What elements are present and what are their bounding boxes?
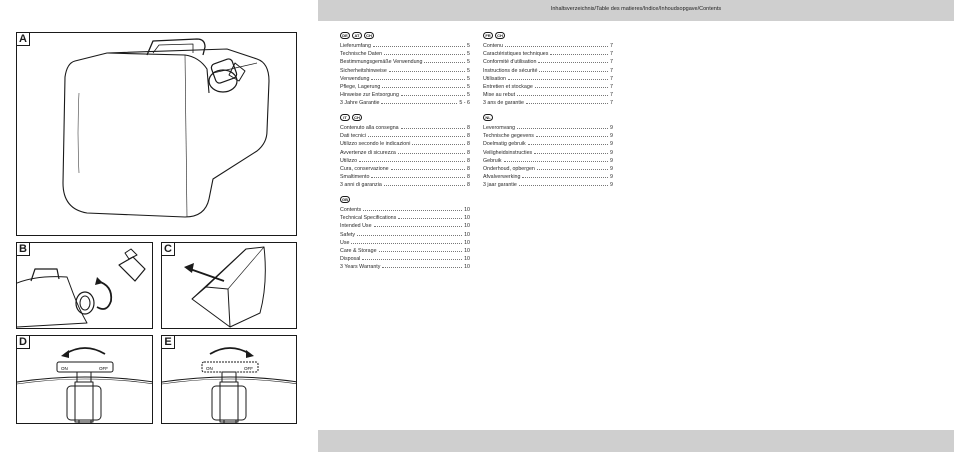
dot-leader (534, 153, 608, 154)
toc-entry-title: Intended Use (340, 223, 372, 230)
toc-entry-title: Gebruik (483, 157, 502, 164)
dot-leader (536, 136, 608, 137)
toc-entry-page: 5 (467, 43, 470, 49)
toc-entry[interactable] (340, 59, 470, 67)
toc-entry-page: 5 (467, 92, 470, 99)
dot-leader (362, 259, 462, 260)
toc-entry[interactable] (483, 59, 613, 67)
dot-leader (373, 46, 465, 47)
panel-label-e: E (161, 335, 175, 349)
toc-entry[interactable] (483, 92, 613, 100)
toc-entry[interactable] (340, 100, 470, 108)
toc-entry[interactable] (340, 125, 470, 133)
dot-leader (539, 71, 608, 72)
figure-c-funnel (161, 242, 297, 329)
toc-entry-title: Smaltimento (340, 174, 370, 181)
toc-entry-page: 5 (467, 83, 470, 90)
toc-entry-title: Contenu (483, 43, 504, 49)
dot-leader (389, 71, 465, 72)
toc-entry-title: Doelmatig gebruik (483, 141, 526, 148)
toc-entry-page: 9 (610, 165, 613, 172)
toc-entry-title: Utilizzo secondo le indicazioni (340, 141, 411, 148)
panel-label-c: C (161, 242, 175, 256)
vent-open-illustration (17, 336, 153, 424)
toc-entry-title: Technische gegevens (483, 133, 534, 140)
country-flags (483, 114, 613, 121)
dot-leader (371, 177, 465, 178)
toc-title: Inhaltsverzeichnis/Table des matieres/Indice/Inhoudsopgave/Contents (550, 6, 722, 12)
toc-entry-page: 7 (610, 43, 613, 49)
toc-list (340, 125, 470, 191)
country-code-badge: CH (495, 32, 505, 39)
toc-entry[interactable] (483, 84, 613, 92)
toc-entry-title: Instructions de sécurité (483, 67, 538, 74)
toc-entry-title: Leveromvang (483, 125, 516, 131)
toc-entry[interactable] (340, 166, 470, 174)
funnel-illustration (162, 243, 297, 329)
toc-entry-page: 9 (610, 182, 613, 189)
toc-entry-title: Entretien et stockage (483, 83, 533, 90)
dot-leader (517, 95, 608, 96)
toc-entry[interactable] (483, 100, 613, 108)
toc-entry-title: Safety (340, 231, 356, 238)
toc-list (483, 43, 613, 109)
toc-entry[interactable] (483, 182, 613, 190)
country-code-badge: IT (340, 114, 350, 121)
toc-entry[interactable] (340, 248, 470, 256)
toc-entry-title: Care & Storage (340, 247, 377, 254)
vent-on-label: ON (61, 366, 68, 371)
toc-entry-page: 7 (610, 92, 613, 99)
toc-entry-page: 7 (610, 75, 613, 82)
toc-entry[interactable] (340, 92, 470, 100)
toc-section-nl (483, 114, 613, 191)
country-code-badge: CH (364, 32, 374, 39)
toc-entry-title: Caractéristiques techniques (483, 51, 549, 58)
toc-entry[interactable] (483, 133, 613, 141)
toc-entry-page: 8 (467, 133, 470, 140)
toc-entry-title: Utilizzo (340, 157, 358, 164)
toc-entry-page: 7 (610, 100, 613, 107)
toc-entry[interactable] (483, 141, 613, 149)
dot-leader (363, 210, 462, 211)
panel-label-a: A (16, 32, 30, 46)
country-flags (340, 114, 470, 121)
toc-entry[interactable] (483, 76, 613, 84)
toc-entry[interactable] (483, 68, 613, 76)
footer-bar (318, 430, 954, 452)
toc-entry-title: 3 anni di garanzia (340, 182, 382, 189)
toc-entry[interactable] (483, 51, 613, 59)
toc-entry-title: Technical Specifications (340, 215, 397, 222)
toc-entry-title: Avvertenze di sicurezza (340, 149, 396, 156)
toc-entry[interactable] (340, 256, 470, 264)
toc-list (483, 125, 613, 191)
toc-entry-page: 9 (610, 125, 613, 131)
toc-entry-page: 5 (467, 59, 470, 66)
toc-entry[interactable] (483, 166, 613, 174)
dot-leader (508, 79, 608, 80)
toc-entry-title: Cura, conservazione (340, 165, 389, 172)
toc-entry-page: 9 (610, 141, 613, 148)
toc-entry-page: 10 (464, 247, 470, 254)
toc-entry-title: Verwendung (340, 75, 370, 82)
toc-entry-title: Use (340, 239, 350, 246)
country-code-badge: CH (352, 114, 362, 121)
toc-entry-title: 3 ans de garantie (483, 100, 524, 107)
dot-leader (526, 103, 608, 104)
toc-entry[interactable] (340, 150, 470, 158)
vent-closed-illustration (162, 336, 297, 424)
dot-leader (382, 87, 465, 88)
dot-leader (401, 128, 465, 129)
dot-leader (384, 54, 465, 55)
dot-leader (359, 161, 465, 162)
toc-entry[interactable] (340, 133, 470, 141)
toc-entry-title: Conformité d'utilisation (483, 59, 537, 66)
toc-entry-title: Hinweise zur Entsorgung (340, 92, 399, 99)
toc-entry[interactable] (340, 182, 470, 190)
toc-entry-page: 5 (467, 67, 470, 74)
toc-entry[interactable] (340, 68, 470, 76)
toc-entry[interactable] (340, 264, 470, 272)
header-bar (318, 0, 954, 21)
toc-entry-page: 9 (610, 157, 613, 164)
dot-leader (538, 62, 608, 63)
toc-section-fr (483, 32, 613, 109)
dot-leader (412, 144, 465, 145)
vent-on-label: ON (206, 366, 213, 371)
toc-entry[interactable] (483, 150, 613, 158)
toc-entry-title: Afvalverwerking (483, 174, 521, 181)
dot-leader (505, 46, 608, 47)
dot-leader (550, 54, 608, 55)
toc-entry-title: Dati tecnici (340, 133, 366, 140)
figure-a-jerrycan (16, 32, 297, 236)
toc-entry-page: 5 - 6 (459, 100, 470, 107)
toc-entry-title: Disposal (340, 256, 361, 263)
dot-leader (528, 144, 608, 145)
vent-off-label: OFF (244, 366, 253, 371)
toc-entry-title: 3 Years Warranty (340, 264, 381, 271)
toc-list (340, 43, 470, 109)
dot-leader (391, 169, 465, 170)
toc-list (340, 207, 470, 273)
dot-leader (522, 177, 608, 178)
toc-entry-title: Mise au rebut (483, 92, 516, 99)
toc-entry[interactable] (340, 223, 470, 231)
toc-entry[interactable] (340, 84, 470, 92)
toc-entry-page: 8 (467, 149, 470, 156)
toc-entry-title: Veiligheidsinstructies (483, 149, 533, 156)
country-flags (340, 32, 470, 39)
toc-entry[interactable] (340, 207, 470, 215)
figure-e-vent-closed (161, 335, 297, 424)
toc-entry-page: 7 (610, 83, 613, 90)
toc-entry-title: Utilisation (483, 75, 506, 82)
toc-entry-page: 8 (467, 141, 470, 148)
toc-entry-page: 8 (467, 182, 470, 189)
dot-leader (519, 185, 608, 186)
dot-leader (424, 62, 465, 63)
toc-entry-title: Contents (340, 207, 362, 213)
jerrycan-illustration (17, 33, 297, 236)
dot-leader (351, 243, 462, 244)
toc-entry[interactable] (483, 174, 613, 182)
toc-entry[interactable] (340, 232, 470, 240)
toc-entry-title: Contenuto alla consegna (340, 125, 399, 131)
dot-leader (381, 103, 457, 104)
toc-entry-page: 5 (467, 75, 470, 82)
toc-entry-title: Pflege, Lagerung (340, 83, 381, 90)
toc-entry-page: 9 (610, 133, 613, 140)
dot-leader (401, 95, 465, 96)
panel-label-d: D (16, 335, 30, 349)
toc-entry-page: 7 (610, 51, 613, 58)
country-code-badge: DE (340, 32, 350, 39)
toc-entry[interactable] (340, 51, 470, 59)
toc-entry-title: Lieferumfang (340, 43, 371, 49)
dot-leader (368, 136, 465, 137)
dot-leader (517, 128, 608, 129)
dot-leader (384, 185, 465, 186)
toc-entry-page: 10 (464, 223, 470, 230)
dot-leader (398, 218, 462, 219)
toc-entry[interactable] (340, 174, 470, 182)
vent-off-label: OFF (99, 366, 108, 371)
toc-entry-title: Sicherheitshinweise (340, 67, 387, 74)
toc-entry-page: 9 (610, 174, 613, 181)
panel-label-b: B (16, 242, 30, 256)
country-code-badge: NL (483, 114, 493, 121)
figure-b-cap-removal (16, 242, 153, 329)
toc-entry-page: 8 (467, 125, 470, 131)
toc-section-it (340, 114, 470, 191)
toc-entry-page: 8 (467, 165, 470, 172)
country-flags (483, 32, 613, 39)
toc-entry[interactable] (340, 158, 470, 166)
toc-entry-page: 7 (610, 59, 613, 66)
dot-leader (382, 267, 462, 268)
toc-entry-page: 10 (464, 215, 470, 222)
toc-entry-page: 10 (464, 207, 470, 213)
dot-leader (398, 153, 465, 154)
toc-entry-page: 10 (464, 239, 470, 246)
toc-entry-title: 3 jaar garantie (483, 182, 517, 189)
country-code-badge: AT (352, 32, 362, 39)
country-code-badge: FR (483, 32, 493, 39)
toc-entry-page: 7 (610, 67, 613, 74)
toc-entry-page: 5 (467, 51, 470, 58)
dot-leader (537, 169, 608, 170)
toc-entry[interactable] (340, 43, 470, 51)
toc-entry[interactable] (340, 141, 470, 149)
dot-leader (357, 235, 462, 236)
toc-entry-page: 8 (467, 157, 470, 164)
toc-entry[interactable] (483, 158, 613, 166)
dot-leader (504, 161, 609, 162)
toc-entry-title: Bestimmungsgemäße Verwendung (340, 59, 423, 66)
toc-entry-page: 8 (467, 174, 470, 181)
dot-leader (379, 251, 463, 252)
toc-entry[interactable] (483, 125, 613, 133)
toc-entry[interactable] (340, 215, 470, 223)
toc-entry-page: 10 (464, 231, 470, 238)
toc-entry-page: 10 (464, 264, 470, 271)
toc-entry-title: 3 Jahre Garantie (340, 100, 380, 107)
toc-entry-page: 9 (610, 149, 613, 156)
dot-leader (535, 87, 608, 88)
toc-entry-title: Onderhoud, opbergen (483, 165, 535, 172)
toc-entry[interactable] (340, 76, 470, 84)
toc-entry-title: Technische Daten (340, 51, 383, 58)
toc-section-de (340, 32, 470, 109)
figure-d-vent-open (16, 335, 153, 424)
toc-entry-page: 10 (464, 256, 470, 263)
toc-entry[interactable] (340, 240, 470, 248)
toc-section-gb (340, 196, 470, 273)
country-flags (340, 196, 470, 203)
cap-removal-illustration (17, 243, 153, 329)
dot-leader (371, 79, 465, 80)
country-code-badge: GB (342, 197, 348, 202)
dot-leader (374, 226, 463, 227)
toc-entry[interactable] (483, 43, 613, 51)
